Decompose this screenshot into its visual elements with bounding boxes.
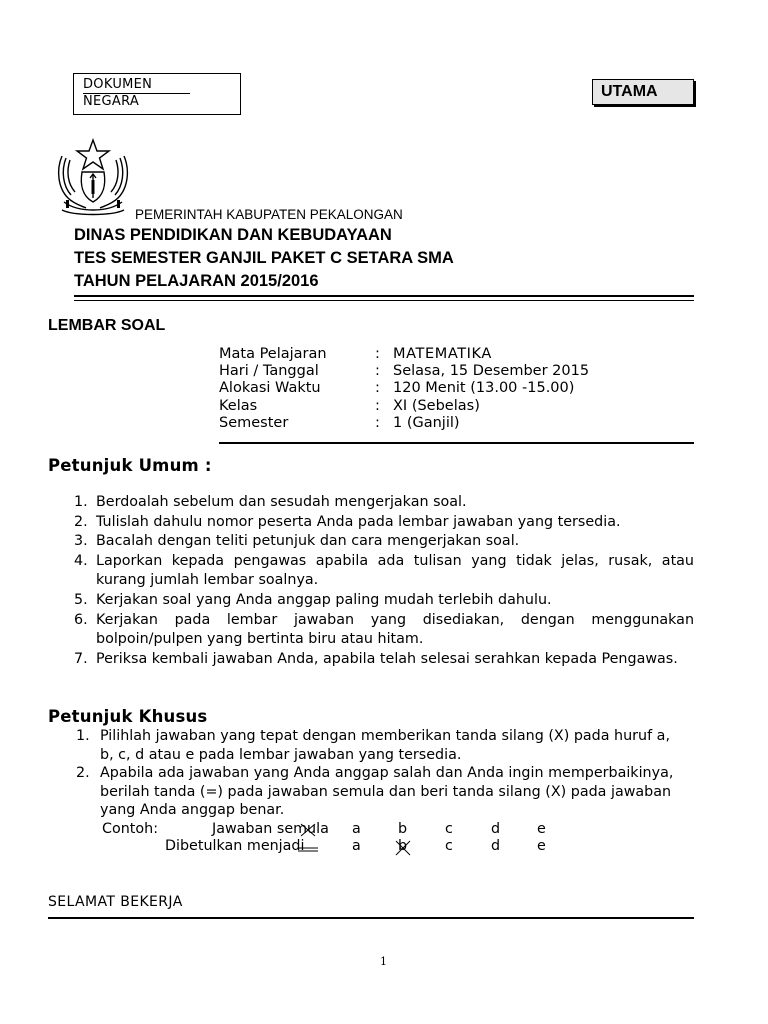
- government-name: PEMERINTAH KABUPATEN PEKALONGAN: [135, 207, 403, 222]
- general-instructions-title: Petunjuk Umum :: [48, 456, 212, 475]
- header-dinas: DINAS PENDIDIKAN DAN KEBUDAYAAN: [74, 226, 392, 244]
- option-c: c: [445, 838, 453, 854]
- info-key: Alokasi Waktu: [219, 380, 321, 397]
- option-a: a: [352, 821, 361, 837]
- info-value: MATEMATIKA: [393, 346, 492, 362]
- info-row: [219, 363, 589, 380]
- list-item: [74, 532, 694, 552]
- utama-box: UTAMA: [592, 79, 694, 105]
- exam-info-table: [219, 346, 589, 432]
- info-colon: :: [375, 363, 380, 380]
- info-key: Mata Pelajaran: [219, 346, 327, 362]
- doc-line1: DOKUMEN: [83, 77, 190, 94]
- dokumen-negara-box: [73, 73, 241, 115]
- info-colon: :: [375, 380, 380, 397]
- header-test: TES SEMESTER GANJIL PAKET C SETARA SMA: [74, 249, 454, 267]
- special-instructions-title: Petunjuk Khusus: [48, 707, 208, 726]
- item-text: Kerjakan soal yang Anda anggap paling mudah terlebih dahulu.: [96, 591, 552, 608]
- list-item: [76, 727, 676, 764]
- list-item: [74, 591, 694, 611]
- list-item: [74, 650, 694, 670]
- option-b: b: [398, 838, 408, 854]
- option-e: e: [537, 838, 546, 854]
- info-key: Hari / Tanggal: [219, 363, 319, 380]
- special-instructions-list: [76, 727, 676, 820]
- footer-rule: [48, 917, 694, 919]
- item-number: 7.: [74, 650, 88, 667]
- item-text: Tulislah dahulu nomor peserta Anda pada lembar jawaban yang tersedia.: [96, 513, 621, 530]
- info-key: Kelas: [219, 397, 258, 414]
- info-colon: :: [375, 397, 380, 414]
- option-c: c: [445, 821, 453, 837]
- item-text: Bacalah dengan teliti petunjuk dan cara mengerjakan soal.: [96, 533, 520, 550]
- list-item: [74, 493, 694, 513]
- doc-line2: NEGARA: [83, 94, 140, 109]
- option-a: a: [352, 838, 361, 854]
- list-item: [74, 611, 694, 650]
- list-item: [74, 552, 694, 591]
- info-rule: [219, 442, 694, 444]
- example-original-label: Jawaban semula: [212, 821, 329, 837]
- item-number: 4.: [74, 552, 88, 569]
- header-rule-thin: [74, 300, 694, 301]
- example-corrected-label: Dibetulkan menjadi: [165, 838, 305, 854]
- info-row: [219, 415, 589, 432]
- item-text: Pilihlah jawaban yang tepat dengan memberikan tanda silang (X) pada huruf a, b, c, d atau e pada lembar jawaban yang tersedia.: [100, 728, 670, 763]
- list-item: [76, 764, 676, 820]
- option-d: d: [491, 821, 501, 837]
- info-value: Selasa, 15 Desember 2015: [393, 363, 590, 380]
- item-number: 2.: [76, 765, 90, 782]
- item-text: Kerjakan pada lembar jawaban yang disediakan, dengan menggunakan bolpoin/pulpen yang bertinta biru atau hitam.: [96, 611, 694, 648]
- option-d: d: [491, 838, 501, 854]
- item-number: 5.: [74, 591, 88, 608]
- item-number: 2.: [74, 513, 88, 530]
- header-rule-thick: [74, 295, 694, 297]
- info-value: 1 (Ganjil): [393, 414, 460, 431]
- item-text: Laporkan kepada pengawas apabila ada tulisan yang tidak jelas, rusak, atau kurang jumlah lembar soalnya.: [96, 552, 694, 589]
- item-number: 1.: [74, 494, 88, 510]
- info-row: [219, 346, 589, 363]
- page-number: 1: [380, 955, 387, 968]
- item-text: Apabila ada jawaban yang Anda anggap salah dan Anda ingin memperbaikinya, berilah tanda (=) pada jawaban semula dan beri tanda silang (X) pada jawaban yang Anda anggap benar.: [100, 765, 674, 819]
- info-colon: :: [375, 346, 380, 362]
- item-text: Berdoalah sebelum dan sesudah mengerjakan soal.: [96, 494, 467, 510]
- header-year: TAHUN PELAJARAN 2015/2016: [74, 272, 319, 290]
- info-colon: :: [375, 414, 380, 431]
- closing-text: SELAMAT BEKERJA: [48, 894, 183, 910]
- item-number: 1.: [76, 728, 90, 744]
- item-number: 6.: [74, 611, 88, 628]
- lembar-soal-title: LEMBAR SOAL: [48, 317, 166, 334]
- info-key: Semester: [219, 414, 289, 431]
- list-item: [74, 513, 694, 533]
- option-e: e: [537, 821, 546, 837]
- item-number: 3.: [74, 533, 88, 550]
- item-text: Periksa kembali jawaban Anda, apabila telah selesai serahkan kepada Pengawas.: [96, 650, 678, 667]
- example-label: Contoh:: [102, 821, 159, 837]
- general-instructions-list: [74, 493, 694, 669]
- government-emblem-icon: [52, 136, 134, 218]
- info-row: [219, 380, 589, 397]
- info-value: 120 Menit (13.00 -15.00): [393, 380, 575, 397]
- info-row: [219, 398, 589, 415]
- option-b: b: [398, 821, 408, 837]
- info-value: XI (Sebelas): [393, 397, 480, 414]
